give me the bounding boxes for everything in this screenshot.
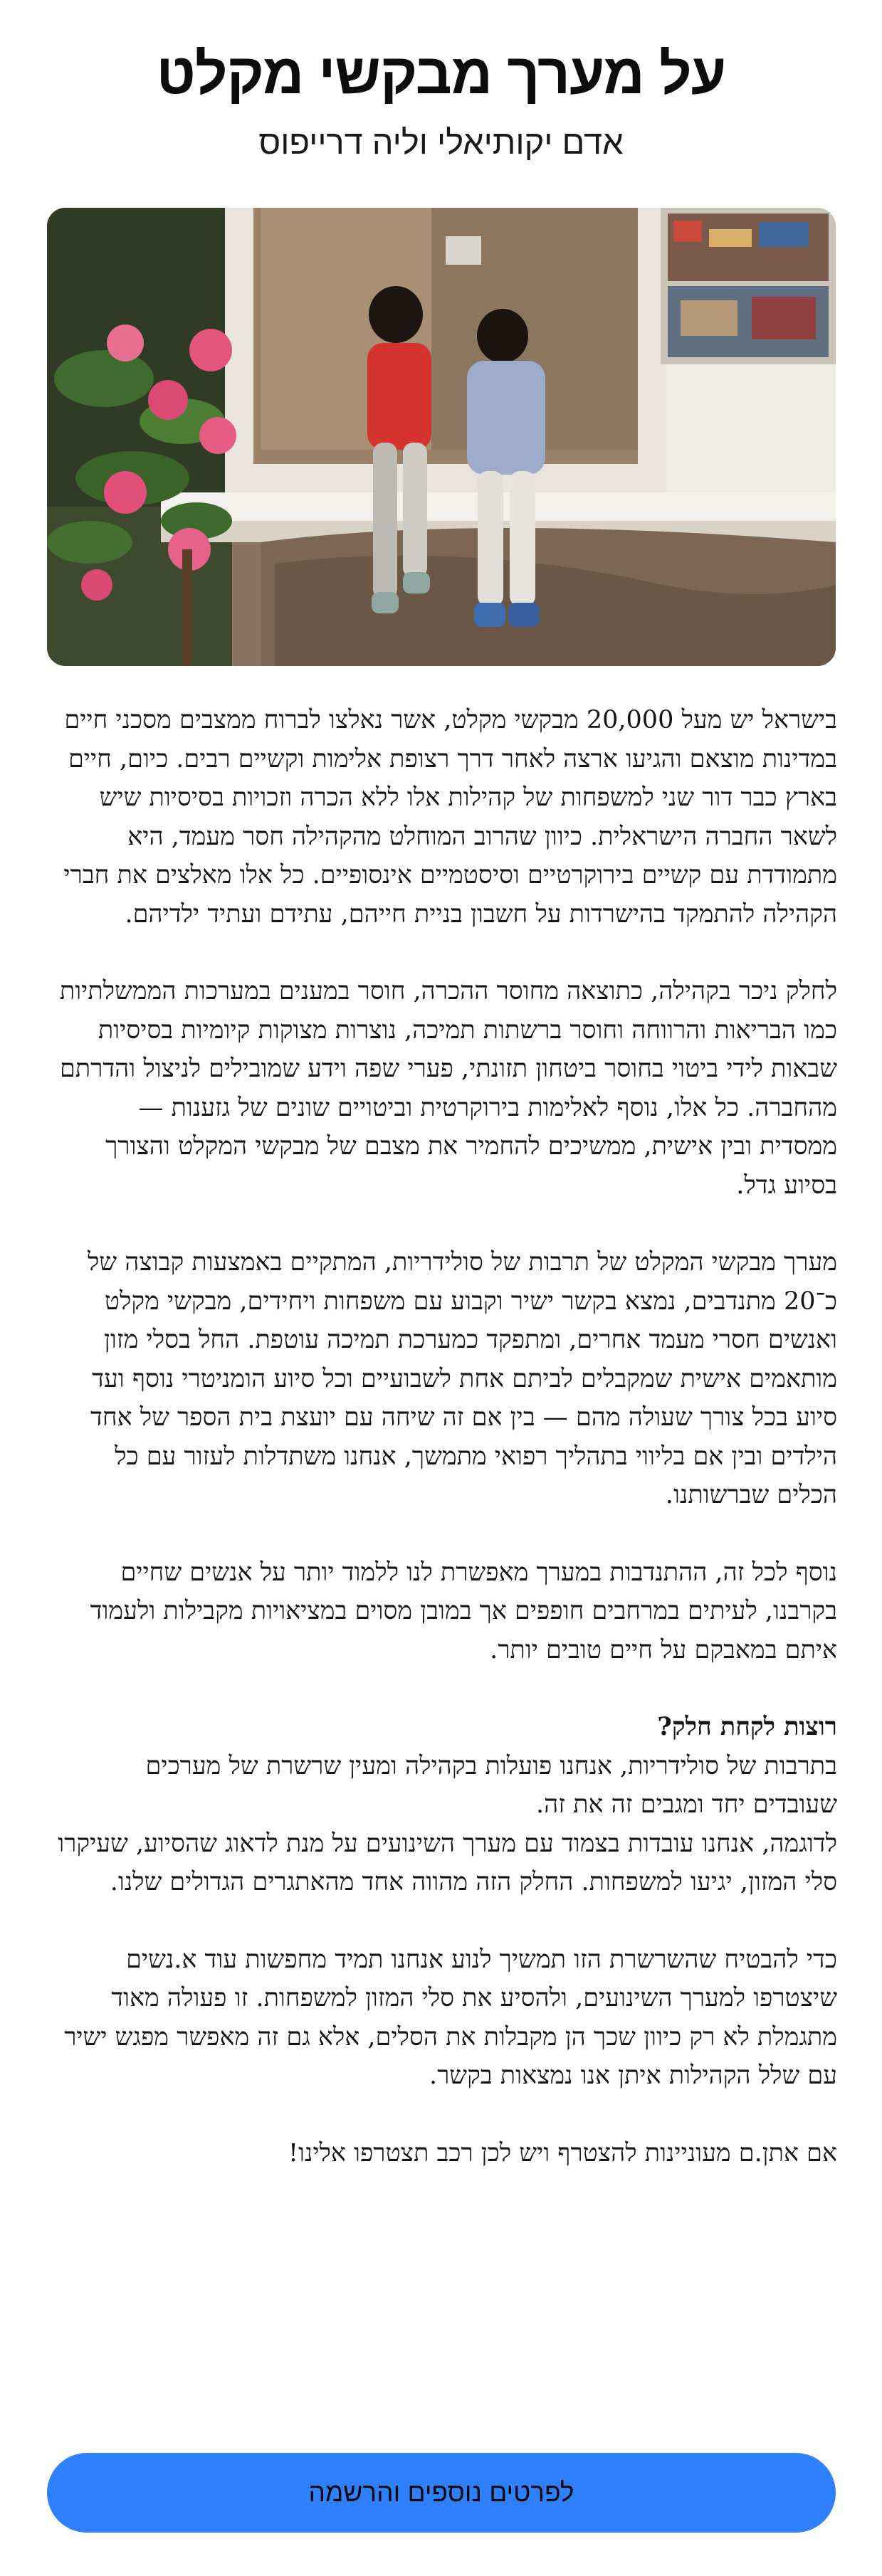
article-paragraph: לחלק ניכר בקהילה, כתוצאה מחוסר ההכרה, חוסר במענים במערכות הממשלתיות כמו הבריאות והרווחה וחוסר ברשתות תמיכה, נוצרות מצוקות קיומיות בסיסיות שבאות לידי ביטוי בחוסר ביטחון תזונתי, פערי שפה וידע שמובילים לניצול והדרתם מהחברה. כל אלו, נוסף לאלימות בירוקרטית וביטויים שונים של גזענות — ממסדית ובין אישית, ממשיכים להחמיר את מצבם של מבקשי המקלט והצורך בסיוע גדל. — [59, 977, 837, 1200]
authors-subtitle: אדם יקותיאלי וליה דרייפוס — [258, 123, 624, 161]
more-details-register-button[interactable]: לפרטים נוספים והרשמה — [47, 2453, 836, 2533]
article-body — [56, 701, 837, 2211]
article-paragraph: מערך מבקשי המקלט של תרבות של סולידריות, המתקיים באמצעות קבוצה של כ־20 מתנדבים, נמצא בקשר ישיר וקבוע עם משפחות ויחידים, מבקשי מקלט ואנשים חסרי מעמד אחרים, ומתפקד כמערכת תמיכה עוטפת. החל בסלי מזון מותאמים אישית שמקבלים לביתם אחת לשבועיים וכל סיוע הומניטרי נוסף ועד סיוע בכל צורך שעולה מהם — בין אם זה שיחה עם יועצת בית הספר של אחד הילדים ובין אם בליווי בתהליך רפואי מתמשך, אנחנו משתדלות לעזור עם כל הכלים שברשותנו. — [87, 1248, 837, 1509]
page-title: על מערך מבקשי מקלט — [156, 42, 726, 105]
article-paragraph: נוסף לכל זה, ההתנדבות במערך מאפשרת לנו ללמוד יותר על אנשים שחיים בקרבנו, לעיתים במרחבים חופפים אך במובן מסוים במציאויות מקבילות ולעמוד איתם במאבקם על חיים טובים יותר. — [90, 1558, 837, 1664]
closing-paragraph: אם אתן.ם מעוניינות להצטרף ויש לכן רכב תצטרפו אלינו! — [288, 2138, 837, 2168]
join-paragraph: בתרבות של סולידריות, אנחנו פועלות בקהילה ומעין שרשרת של מערכים שעובדים יחד ומגבים זה את זה. — [145, 1751, 837, 1819]
article-paragraph: בישראל יש מעל 20,000 מבקשי מקלט, אשר נאלצו לברוח ממצבים מסכני חיים במדינות מוצאם והגיעו ארצה לאחר דרך רצופת אלימות וקשיים רבים. כיום, חיים בארץ כבר דור שני למשפחות של קהילות אלו ללא הכרה וזכויות בסיסיות שיש לשאר החברה הישראלית. כיוון שהרוב המוחלט מהקהילה חסר מעמד, היא מתמודדת עם קשיים בירוקרטיים וסיסטמיים אינסופיים. כל אלו מאלצים את חברי הקהילה להתמקד בהישרדות על חשבון בניית חייהם, עתידם ועתיד ילדיהם. — [63, 706, 837, 929]
hero-photo — [47, 208, 836, 666]
join-paragraph: לדוגמה, אנחנו עובדות בצמוד עם מערך השינועים על מנת לדאוג שהסיוע, שעיקרו סלי המזון, יגיעו למשפחות. החלק הזה מהווה אחד מהאתגרים הגדולים שלנו. — [58, 1829, 837, 1896]
closing-paragraph: כדי להבטיח שהשרשרת הזו תמשיך לנוע אנחנו תמיד מחפשות עוד א.נשים שיצטרפו למערך השינועים, ולהסיע את סלי המזון למשפחות. זו פעולה מאוד מתגמלת לא רק כיוון שכך הן מקבלות את הסלים, אלא גם זה מאפשר מפגש ישיר עם שלל הקהילות איתן אנו נמצאות בקשר. — [64, 1945, 837, 2090]
join-heading: רוצות לקחת חלק? — [657, 1712, 837, 1741]
